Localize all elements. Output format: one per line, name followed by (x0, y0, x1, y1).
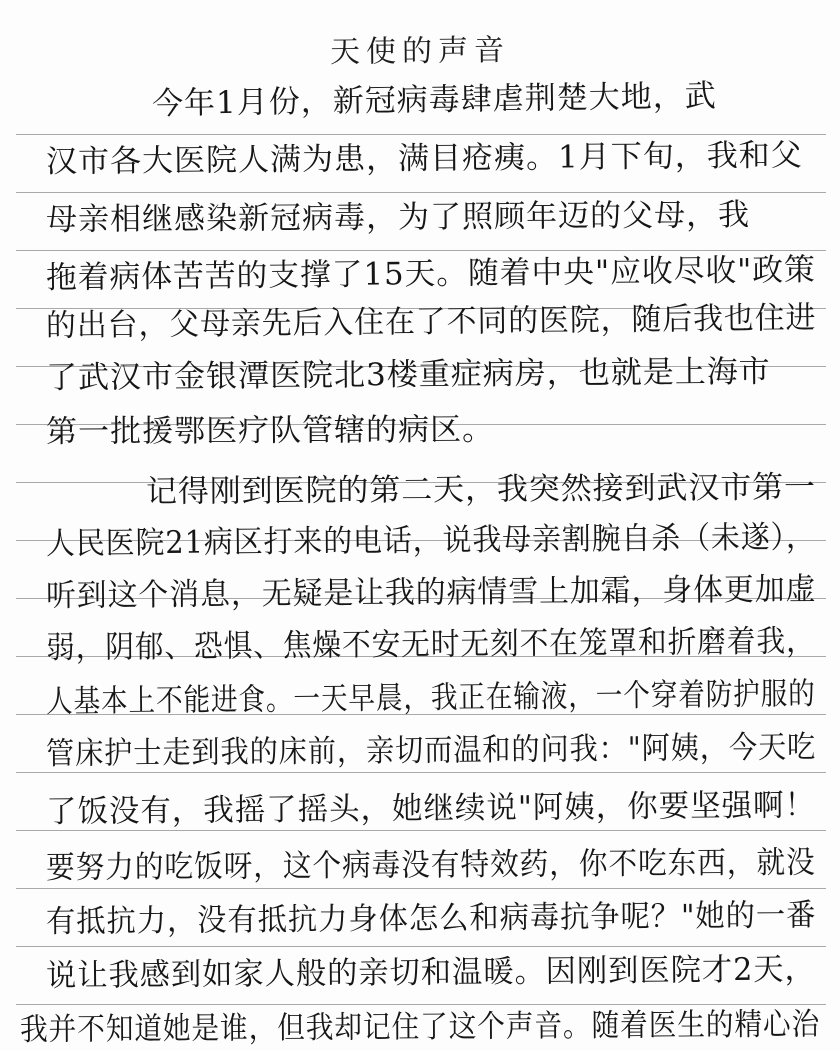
text-line: 听到这个消息，无疑是让我的病情雪上加霜，身体更加虚 (45, 571, 817, 614)
text-line: 拖着病体苦苦的支撑了15天。随着中央"应收尽收"政策 (45, 251, 816, 296)
text-line: 记得刚到医院的第二天，我突然接到武汉市第一 (145, 469, 817, 510)
text-line: 要努力的吃饭呀，这个病毒没有特效药，你不吃东西，就没 (45, 844, 816, 886)
text-line: 今年1月份，新冠病毒肆虐荆楚大地，武 (151, 78, 717, 122)
text-line: 有抵抗力，没有抵抗力身体怎么和病毒抗争呢？"她的一番 (45, 897, 817, 940)
text-line: 了饭没有，我摇了摇头，她继续说"阿姨，你要坚强啊！ (45, 787, 817, 830)
text-line: 我并不知道她是谁，但我却记住了这个声音。随着医生的精心治 (19, 1006, 821, 1048)
text-line: 管床护士走到我的床前，亲切而温和的问我："阿姨，今天吃 (45, 729, 817, 772)
text-line: 汉市各大医院人满为患，满目疮痍。1月下旬，我和父 (45, 137, 803, 180)
text-line: 母亲相继感染新冠病毒，为了照顾年迈的父母，我 (45, 197, 751, 238)
text-line: 人基本上不能进食。一天早晨，我正在输液，一个穿着防护服的 (45, 675, 816, 720)
text-line: 第一批援鄂医疗队管辖的病区。 (45, 411, 495, 450)
text-line: 的出台，父母亲先后入住在了不同的医院，随后我也住进 (45, 299, 817, 344)
text-line: 人民医院21病区打来的电话，说我母亲割腕自杀（未遂）， (45, 519, 816, 562)
page-title: 天使的声音 (329, 33, 511, 70)
ruled-line (16, 888, 826, 889)
text-line: 了武汉市金银潭医院北3楼重症病房，也就是上海市 (45, 353, 771, 396)
text-line: 说让我感到如家人般的亲切和温暖。因刚到医院才2天， (45, 951, 816, 994)
text-line: 弱，阴郁、恐惧、焦燥不安无时无刻不在笼罩和折磨着我， (45, 623, 816, 666)
